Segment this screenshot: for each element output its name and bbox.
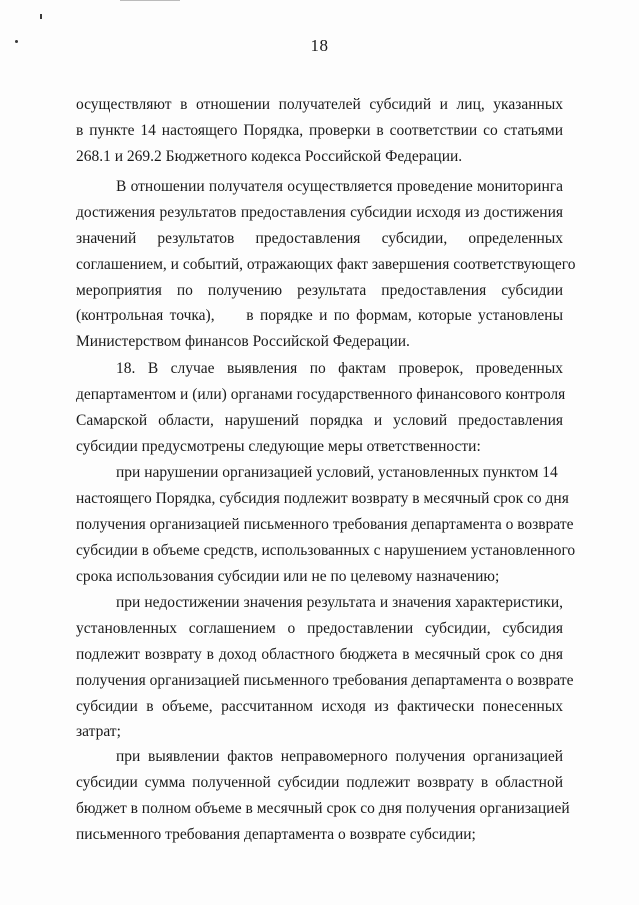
text-line: Самарской области, нарушений порядка и условий предоставления (76, 411, 563, 429)
paragraph-2 (76, 174, 576, 355)
paragraph-4 (76, 460, 576, 589)
scan-mark-top-left (40, 14, 42, 19)
paragraph-6 (76, 744, 570, 848)
paragraph-3 (76, 356, 566, 460)
scan-mark-top (120, 0, 180, 1)
text-line: мероприятия по получению результата предоставления субсидии (76, 281, 563, 299)
text-line: бюджет в полном объеме в месячный срок со дня получения организацией (76, 799, 570, 817)
text-line: при выявлении фактов неправомерного получения организацией (116, 748, 563, 765)
text-line: при нарушении организацией условий, установленных пунктом 14 (116, 464, 558, 481)
text-line: в пункте 14 настоящего Порядка, проверки в соответствии со статьями (76, 121, 563, 139)
text-line: (контрольная точка), в порядке и по формам, которые установлены (76, 307, 563, 325)
text-line: срока использования субсидии или не по целевому назначению; (76, 567, 500, 585)
text-line: осуществляют в отношении получателей субсидий и лиц, указанных (76, 96, 563, 113)
text-line: Министерством финансов Российской Федерации. (76, 333, 410, 351)
text-line: субсидии сумма полученной субсидии подлежит возврату в областной (76, 773, 563, 791)
text-line: подлежит возврату в доход областного бюджета в месячный срок со дня (76, 645, 563, 663)
text-line: получения организацией письменного требования департамента о возврате (76, 515, 574, 533)
text-line: значений результатов предоставления субсидии, определенных (76, 229, 563, 247)
text-line: субсидии предусмотрены следующие меры ответственности: (76, 437, 481, 455)
paragraph-5 (76, 590, 574, 745)
paragraph-1 (76, 92, 563, 170)
text-line: субсидии в объеме средств, использованных с нарушением установленного (76, 541, 576, 559)
text-line: затрат; (76, 723, 121, 741)
text-line: письменного требования департамента о возврате субсидии; (76, 825, 476, 843)
text-line: достижения результатов предоставления субсидии исходя из достижения (76, 203, 563, 221)
text-line: субсидии в объеме, рассчитанном исходя из фактически понесенных (76, 697, 563, 715)
text-line: департаментом и (или) органами государственного финансового контроля (76, 385, 566, 403)
text-line: 18. В случае выявления по фактам проверок, проведенных (116, 360, 563, 377)
page-number: 18 (310, 36, 329, 55)
text-line: установленных соглашением о предоставлении субсидии, субсидия (76, 619, 563, 637)
text-line: получения организацией письменного требования департамента о возврате (76, 671, 574, 689)
text-line: при недостижении значения результата и значения характеристики, (116, 594, 563, 611)
text-line: соглашением, и событий, отражающих факт завершения соответствующего (76, 255, 576, 273)
text-line: 268.1 и 269.2 Бюджетного кодекса Российской Федерации. (76, 147, 463, 165)
text-line: В отношении получателя осуществляется проведение мониторинга (116, 178, 563, 195)
text-line: настоящего Порядка, субсидия подлежит возврату в месячный срок со дня (76, 489, 569, 507)
